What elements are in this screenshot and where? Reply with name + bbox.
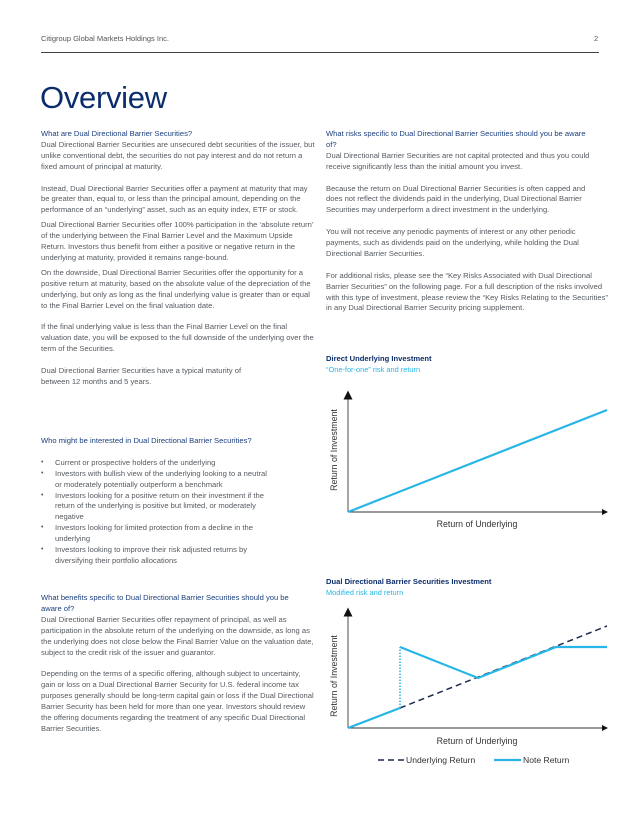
section-heading-who-might: Who might be interested in Dual Directional Barrier Securities? <box>41 436 252 445</box>
chart2-legend <box>378 755 570 765</box>
paragraph: Because the return on Dual Directional Barrier Securities is often capped and does not reflect the dividends paid in the underlying, Dual Directional Barrier Securities may underperform a direct investment in the underlying. <box>326 183 586 215</box>
company-name: Citigroup Global Markets Holdings Inc. <box>41 34 169 43</box>
page-title: Overview <box>40 80 167 115</box>
list-item: • Investors with bullish view of the underlying looking to a neutral or moderately potentially outperform a benchmark <box>41 469 275 491</box>
paragraph: Dual Directional Barrier Securities are unsecured debt securities of the issuer, but unlike conventional debt, the securities do not pay interest and do not return a fixed amount of principal at maturity. <box>41 139 315 171</box>
list-item: • Investors looking for a positive return on their investment if the return of the underlying is positive but limited, or moderately negative <box>41 491 285 524</box>
paragraph: Instead, Dual Directional Barrier Securities offer a payment at maturity that may be greater than, equal to, or less than the principal amount, depending on the performance of an “underlying” asset, such as an equity index, ETF or stock. <box>41 183 308 215</box>
paragraph: Dual Directional Barrier Securities are not capital protected and thus you could receive significantly less than the initial amount you invest. <box>326 150 590 171</box>
chart2-note-return-lower <box>348 708 400 728</box>
section-heading-benefits: What benefits specific to Dual Directional Barrier Securities should you be aware of? <box>41 593 289 613</box>
chart1-y-label: Return of Investment <box>329 409 339 491</box>
chart2-note-return-line <box>400 647 607 678</box>
paragraph: You will not receive any periodic payments of interest or any other periodic payments, such as dividends paid on the underlying, while holding the Dual Directional Barrier Securities. <box>326 227 579 258</box>
chart1-investment-line <box>348 410 607 512</box>
chart1-title: Direct Underlying Investment <box>326 354 432 363</box>
list-item: • Investors looking for limited protection from a decline in the underlying <box>41 523 265 545</box>
paragraph: For additional risks, please see the “Key Risks Associated with Dual Directional Barrier Securities” on the following page. For a full description of the risks involved with this type of investment, please review the “Key Risks Relating to the Securities” in any Dual Directional Barrier Security pricing supplement. <box>326 270 608 313</box>
chart1-subtitle: “One-for-one” risk and return <box>326 365 421 374</box>
chart2-title: Dual Directional Barrier Securities Investment <box>326 577 492 586</box>
paragraph: Depending on the terms of a specific offering, although subject to uncertainty, gain or loss on a Dual Directional Barrier Security for U.S. federal income tax purposes generally should be long-term capital gain or loss if the Dual Directional Barrier Security has been held for more than one year. Investors should review the offering documents regarding the treatment of any specific Dual Directional Barrier Securities. <box>41 669 314 733</box>
paragraph: Dual Directional Barrier Securities have a typical maturity of between 12 months and 5 years. <box>41 365 242 386</box>
legend-note-return: Note Return <box>523 755 570 765</box>
chart1-direct-underlying <box>329 395 607 529</box>
paragraph: On the downside, Dual Directional Barrier Securities offer the opportunity for a positive return at maturity, based on the absolute value of the depreciation of the underlying, but only as long as the final underlying value is greater than or equal to the Final Barrier Level on the final valuation date. <box>41 267 311 310</box>
paragraph: Dual Directional Barrier Securities offer repayment of principal, as well as participation in the absolute return of the underlying on the downside, as long as the underlying does not close below the Final Barrier Value on the valuation date, subject to the credit risk of the issuer and guarantor. <box>41 614 314 657</box>
section-heading-what-are: What are Dual Directional Barrier Securities? <box>41 129 193 138</box>
paragraph: If the final underlying value is less than the Final Barrier Level on the final valuation date, you will be exposed to the full downside of the underlying over the term of the Securities. <box>41 322 314 354</box>
chart2-x-label: Return of Underlying <box>436 736 518 746</box>
chart2-dual-directional <box>329 612 607 765</box>
chart1-x-label: Return of Underlying <box>436 519 518 529</box>
list-item: • Investors looking to improve their risk adjusted returns by diversifying their portfolio allocations <box>41 545 275 567</box>
paragraph: Dual Directional Barrier Securities offer 100% participation in the ‘absolute return’ of the underlying between the Final Barrier Level and the Maximum Upside Return. Investors thus benefit from either a positive or negative return in the underlying at maturity, provided it remains range-bound. <box>41 220 314 262</box>
legend-underlying-return: Underlying Return <box>406 755 476 765</box>
section-heading-risks: What risks specific to Dual Directional Barrier Securities should you be aware of? <box>326 129 586 149</box>
list-item: • Current or prospective holders of the underlying <box>41 458 275 469</box>
chart2-y-label: Return of Investment <box>329 635 339 717</box>
chart2-subtitle: Modified risk and return <box>326 588 404 597</box>
page-number: 2 <box>594 34 599 43</box>
